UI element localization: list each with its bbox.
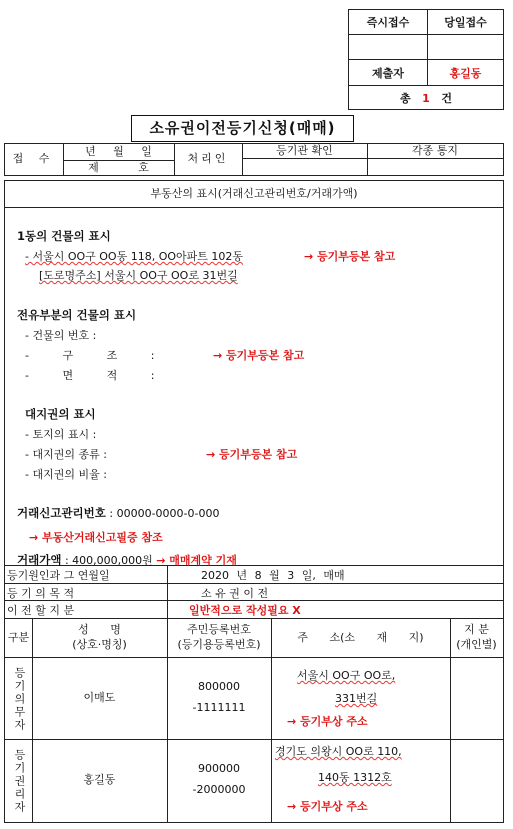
land-ratio-item: - 대지권의 비율 : (25, 468, 107, 481)
address-header: 주 소(소 재 지) (297, 630, 424, 644)
obligor-address-line2 (335, 690, 377, 706)
reception-label: 접 수 (12, 152, 56, 166)
exclusive-structure-item: - 구 조 : (25, 349, 155, 362)
share-header (450, 619, 503, 657)
same-day-receipt-label: 당일접수 (428, 10, 504, 35)
reception-row (4, 143, 504, 176)
building-road-address (39, 267, 238, 283)
notices-label: 각종 통지 (411, 143, 458, 157)
building-road-address-text: [도로명주소] 서울시 OO구 OO로 31번길 (39, 269, 238, 282)
obligor-address-line1-text: 서울시 OO구 OO로, (297, 669, 396, 682)
exclusive-arrow-note: → 등기부등본 참고 (213, 349, 305, 362)
share-value: 일반적으로 작성필요 X (189, 604, 301, 617)
obligor-id (167, 657, 271, 739)
obligee-address-line1 (275, 743, 402, 759)
total-count-cell (349, 86, 504, 110)
submitter-label: 제출자 (349, 60, 428, 86)
share-header-main: 지 분 (464, 623, 489, 637)
total-suffix: 건 (441, 91, 452, 105)
immediate-receipt-label: 즉시접수 (349, 10, 428, 35)
division-header: 구분 (7, 630, 30, 644)
cause-label: 등기원인과 그 연월일 (7, 569, 110, 582)
name-header-sub: (상호·명칭) (72, 638, 127, 651)
price-value: : 400,000,000원 (64, 554, 153, 567)
cause-value: 2020 년 8 월 3 일, 매매 (201, 569, 345, 582)
registration-rows (4, 566, 504, 619)
land-kind-item: - 대지권의 종류 : (25, 448, 107, 461)
mgmt-number-value: : 00000-0000-0-000 (109, 507, 220, 520)
obligee-label: 등기권리자 (12, 748, 26, 814)
exclusive-number-item: - 건물의 번호 : (25, 329, 97, 342)
obligor-address-line2-text: 331번길 (335, 692, 378, 705)
submitter-name: 홍길동 (428, 60, 504, 86)
obligor-address-line1 (297, 667, 395, 683)
land-arrow-note: → 등기부등본 참고 (206, 448, 298, 461)
obligee-address-line1-text: 경기도 의왕시 OO로 110, (275, 745, 402, 758)
obligee-id (167, 739, 271, 821)
parties-table (4, 619, 504, 823)
property-header: 부동산의 표시(거래신고관리번호/거래가액) (150, 186, 358, 200)
total-count: 1 (422, 91, 430, 105)
building-address-text: - 서울시 OO구 OO동 118, OO아파트 102동 (25, 250, 244, 263)
total-prefix: 총 (400, 91, 411, 105)
id-header-main: 주민등록번호 (187, 623, 251, 637)
same-day-receipt-cell (428, 35, 504, 60)
obligee-id-front: 900000 (198, 762, 240, 776)
obligor-label: 등기의무자 (12, 666, 26, 732)
receipt-box (348, 9, 504, 110)
obligee-address-line2-text: 140동 1312호 (318, 771, 392, 784)
obligee-address-note: → 등기부상 주소 (287, 800, 368, 813)
mgmt-number-note: → 부동산거래신고필증 참조 (29, 531, 163, 544)
mgmt-number-label: 거래신고관리번호 (17, 506, 106, 520)
exclusive-area-item: - 면 적 : (25, 369, 155, 382)
share-label: 이 전 할 지 분 (7, 604, 75, 617)
building-address (25, 248, 243, 264)
land-right-heading: 대지권의 표시 (25, 407, 96, 421)
processing-label: 처리인 (187, 152, 229, 166)
building-heading: 1동의 건물의 표시 (17, 229, 111, 243)
purpose-value: 소 유 권 이 전 (201, 587, 269, 600)
date-label: 년 월 일 (85, 144, 152, 158)
name-header (32, 619, 167, 657)
obligor-id-back: -1111111 (192, 701, 246, 714)
form-title: 소유권이전등기신청(매매) (131, 115, 354, 142)
building-arrow-note: → 등기부등본 참고 (304, 250, 396, 263)
id-header-sub: (등기용등록번호) (177, 638, 261, 651)
obligee-name: 홍길동 (83, 772, 116, 786)
immediate-receipt-cell (349, 35, 428, 60)
registrar-check-label: 등기관 확인 (276, 143, 333, 157)
number-label: 제 호 (88, 160, 149, 174)
price-note: → 매매계약 기재 (156, 554, 237, 567)
price-label: 거래가액 (17, 553, 62, 567)
obligor-address-note: → 등기부상 주소 (287, 715, 368, 728)
obligor-id-front: 800000 (198, 680, 240, 694)
mgmt-number-row (17, 505, 219, 521)
share-header-sub: (개인별) (456, 638, 497, 651)
property-section (4, 180, 504, 566)
id-header (167, 619, 271, 657)
exclusive-heading: 전유부분의 건물의 표시 (17, 308, 137, 322)
name-header-main: 성 명 (78, 623, 121, 637)
land-item: - 토지의 표시 : (25, 428, 97, 441)
obligee-address-line2 (318, 769, 392, 785)
obligor-name: 이매도 (83, 690, 116, 704)
purpose-label: 등 기 의 목 적 (7, 587, 75, 600)
obligee-id-back: -2000000 (192, 783, 246, 796)
